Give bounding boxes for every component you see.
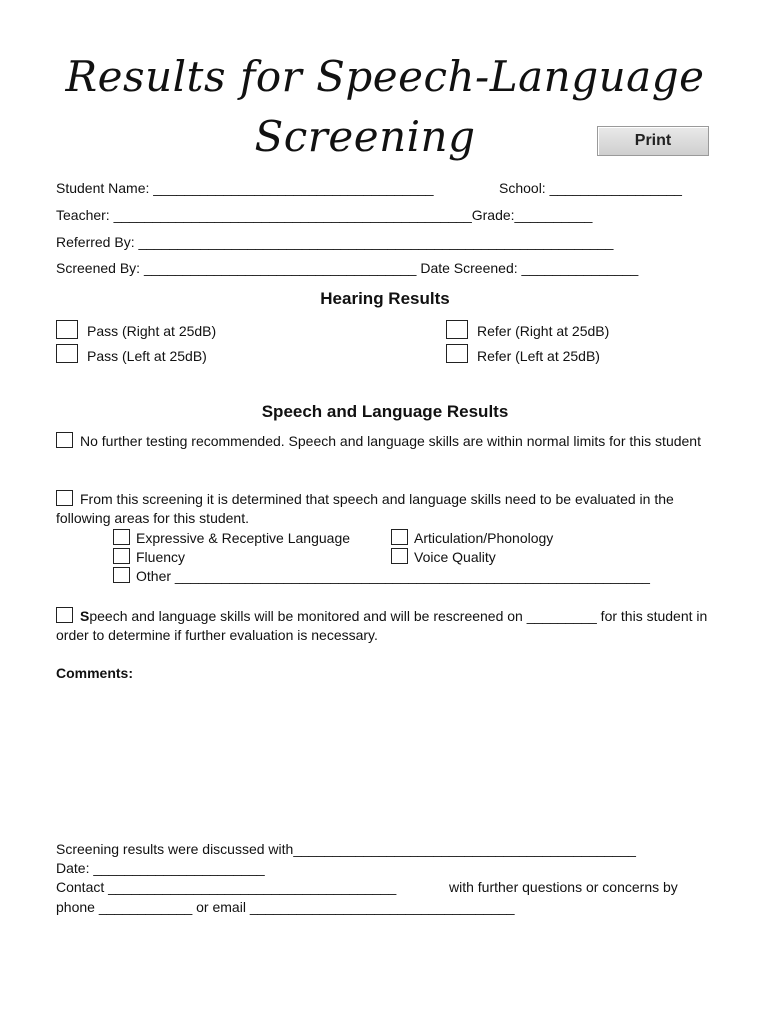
- articulation-label: Articulation/Phonology: [414, 530, 554, 546]
- refer-left-checkbox[interactable]: [446, 344, 468, 363]
- speech-results-header: Speech and Language Results: [261, 402, 509, 421]
- refer-right-checkbox[interactable]: [446, 320, 468, 339]
- refer-right-label: Refer (Right at 25dB): [477, 323, 610, 339]
- discussed-with-field[interactable]: Screening results were discussed with____________________________________________: [56, 841, 636, 857]
- voice-quality-label: Voice Quality: [414, 549, 496, 565]
- pass-left-checkbox[interactable]: [56, 344, 78, 363]
- expressive-receptive-label: Expressive & Receptive Language: [136, 530, 351, 546]
- fluency-checkbox[interactable]: [113, 548, 130, 564]
- teacher-grade-field[interactable]: Teacher: ______________________________________________Grade:__________: [56, 207, 593, 223]
- voice-quality-checkbox[interactable]: [391, 548, 408, 564]
- expressive-receptive-checkbox[interactable]: [113, 529, 130, 545]
- pass-left-label: Pass (Left at 25dB): [87, 348, 207, 364]
- student-name-field[interactable]: Student Name: ____________________________________: [56, 180, 434, 196]
- no-further-testing-text: No further testing recommended. Speech and language skills are within normal limits for this student: [80, 433, 701, 449]
- date-field[interactable]: Date: ______________________: [56, 860, 265, 876]
- page-title-line1: Results for Speech-Language: [65, 52, 705, 101]
- school-field[interactable]: School: _________________: [499, 180, 682, 196]
- contact-field[interactable]: Contact _____________________________________: [56, 879, 397, 895]
- referred-by-field[interactable]: Referred By: _____________________________________________________________: [56, 234, 614, 250]
- pass-right-label: Pass (Right at 25dB): [87, 323, 217, 339]
- fluency-label: Fluency: [136, 549, 186, 565]
- pass-right-checkbox[interactable]: [56, 320, 78, 339]
- phone-email-field[interactable]: phone ____________ or email __________________________________: [56, 899, 515, 915]
- comments-label: Comments:: [56, 665, 134, 681]
- articulation-checkbox[interactable]: [391, 529, 408, 545]
- print-button[interactable]: Print: [597, 126, 709, 156]
- refer-left-label: Refer (Left at 25dB): [477, 348, 600, 364]
- page-title-line2: Screening: [254, 112, 476, 161]
- monitor-rest: peech and language skills will be monitored and will be rescreened on _________ for this student in order to determine if further evaluation is necessary.: [56, 608, 708, 643]
- hearing-results-header: Hearing Results: [320, 289, 450, 308]
- other-checkbox[interactable]: [113, 567, 130, 583]
- screened-by-field[interactable]: Screened By: ___________________________________ Date Screened: _______________: [56, 260, 639, 276]
- further-questions-text: with further questions or concerns by: [449, 879, 678, 895]
- monitor-rescreen-text: [56, 607, 716, 645]
- other-field[interactable]: Other _____________________________________________________________: [136, 568, 650, 584]
- needs-evaluation-text: From this screening it is determined that speech and language skills need to be evaluated in the following areas for this student.: [56, 491, 674, 526]
- monitor-initial: S: [80, 608, 90, 624]
